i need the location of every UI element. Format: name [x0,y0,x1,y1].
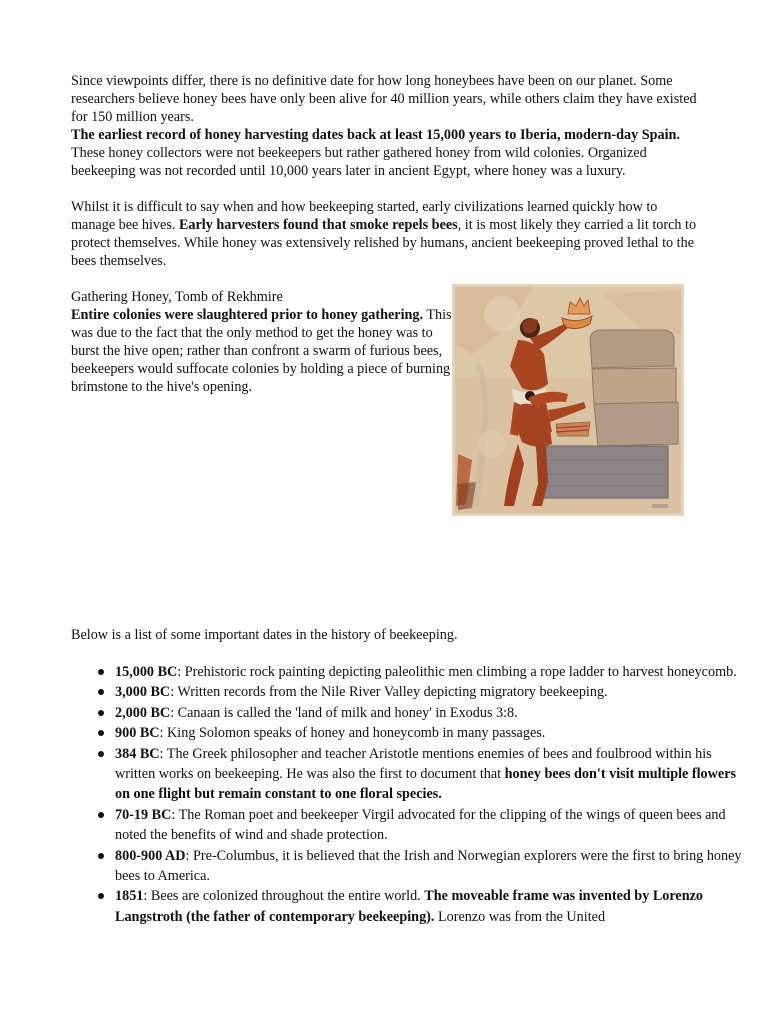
list-item-date: 800-900 AD [115,847,186,864]
list-item-text: : Bees are colonized throughout the entire world. [143,888,425,905]
list-item-text: : Written records from the Nile River Valley depicting migratory beekeeping. [170,684,608,701]
list-item-date: 3,000 BC [115,684,171,701]
figure-text [71,288,453,396]
list-item-text: : Pre-Columbus, it is believed that the Irish and Norwegian explorers were the first to bring honey bees to America. [115,847,742,885]
intro-paragraph-1 [71,72,701,180]
list-item [115,846,745,887]
list-item-text: : Canaan is called the 'land of milk and honey' in Exodus 3:8. [170,704,518,721]
list-item-date: 2,000 BC [115,704,171,721]
p2-text-a: Whilst it is difficult to say when and how beekeeping started, early civilizations learned quickly how to manage bee hives. [71,199,658,233]
p1-text-a: Since viewpoints differ, there is no definitive date for how long honeybees have been on our planet. Some researchers believe honey bees have only been alive for 40 million years, while others claim they have existed for 150 million years. [71,73,697,125]
list-item [115,703,745,723]
important-dates-list [71,662,745,927]
p1-text-b: These honey collectors were not beekeepers but rather gathered honey from wild colonies. Organized beekeeping was not recorded until 10,000 years later in ancient Egypt, where honey was a luxury. [71,145,647,179]
rekhmire-painting-image [452,284,684,516]
figure-caption: Gathering Honey, Tomb of Rekhmire [71,289,283,305]
list-item-date: 1851 [115,888,144,905]
figure-block [71,288,701,618]
list-item-date: 70-19 BC [115,806,172,823]
figure-body: This was due to the fact that the only method to get the honey was to burst the hive open; rather than confront a swarm of furious bees, beekeepers would suffocate colonies by holding a piece of burning brimstone to the hive's opening. [71,307,452,395]
list-item [115,682,745,702]
document-body [71,72,701,618]
p2-bold: Early harvesters found that smoke repels bees [178,217,458,233]
list-item-date: 15,000 BC [115,664,178,680]
list-item-text: : The Roman poet and beekeeper Virgil advocated for the clipping of the wings of queen bees and noted the benefits of wind and shade protection. [115,806,726,844]
list-item [115,744,745,805]
painting-illustration [452,284,684,516]
intro-paragraph-2 [71,198,699,270]
list-item-date: 900 BC [115,725,160,742]
p1-bold: The earliest record of honey harvesting dates back at least 15,000 years to Iberia, modern-day Spain. [71,127,680,143]
list-item-text: : The Greek philosopher and teacher Aristotle mentions enemies of bees and foulbrood within his written works on beekeeping. He was also the first to document that [115,745,712,783]
list-item-bold: honey bees don't visit multiple flowers on one flight but remain constant to one floral species. [115,766,737,803]
list-item-bold: The moveable frame was invented by Lorenzo Langstroth (the father of contemporary beekeeping). [115,888,704,925]
list-item-text-cont: Lorenzo was from the United [434,908,606,925]
dates-list-intro: Below is a list of some important dates in the history of beekeeping. [71,627,458,643]
list-item [115,662,745,682]
list-item [115,723,745,743]
list-item [115,886,745,927]
list-item-date: 384 BC [115,745,160,762]
figure-bold: Entire colonies were slaughtered prior to honey gathering. [71,307,424,323]
list-item-text: : Prehistoric rock painting depicting paleolithic men climbing a rope ladder to harvest honeycomb. [177,664,737,680]
list-item-text: : King Solomon speaks of honey and honeycomb in many passages. [159,725,546,742]
list-item [115,805,745,846]
p2-text-b: , it is most likely they carried a lit torch to protect themselves. While honey was extensively relished by humans, ancient beekeeping proved lethal to the bees themselves. [71,217,697,269]
